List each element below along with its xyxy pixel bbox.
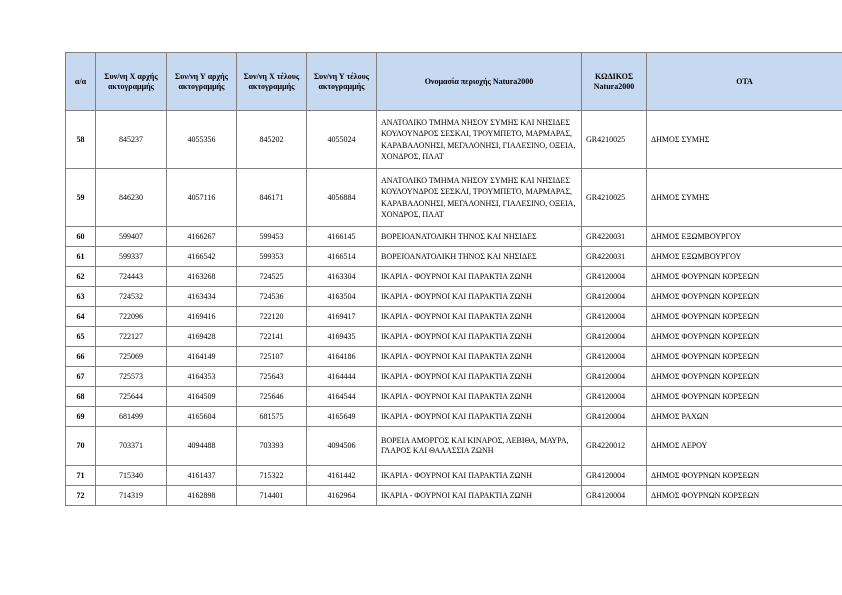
- cell-x-start: 599407: [96, 227, 167, 247]
- cell-x-start: 722096: [96, 307, 167, 327]
- cell-ota: ΔΗΜΟΣ ΕΞΩΜΒΟΥΡΓΟΥ: [647, 227, 842, 247]
- cell-ota: ΔΗΜΟΣ ΛΕΡΟΥ: [647, 427, 842, 466]
- cell-area-name: ΙΚΑΡΙΑ - ΦΟΥΡΝΟΙ ΚΑΙ ΠΑΡΑΚΤΙΑ ΖΩΝΗ: [377, 387, 582, 407]
- cell-natura-code: GR4120004: [582, 466, 647, 486]
- cell-x-end: 724536: [237, 287, 307, 307]
- cell-aa: 69: [66, 407, 96, 427]
- cell-natura-code: GR4120004: [582, 486, 647, 506]
- cell-y-end: 4166145: [307, 227, 377, 247]
- cell-aa: 65: [66, 327, 96, 347]
- cell-y-start: 4166542: [167, 247, 237, 267]
- cell-y-end: 4169417: [307, 307, 377, 327]
- cell-y-end: 4163304: [307, 267, 377, 287]
- cell-y-start: 4164149: [167, 347, 237, 367]
- cell-ota: ΔΗΜΟΣ ΣΥΜΗΣ: [647, 169, 842, 227]
- cell-ota: ΔΗΜΟΣ ΕΞΩΜΒΟΥΡΓΟΥ: [647, 247, 842, 267]
- table-row: [66, 387, 842, 407]
- cell-area-name: ΙΚΑΡΙΑ - ΦΟΥΡΝΟΙ ΚΑΙ ΠΑΡΑΚΤΙΑ ΖΩΝΗ: [377, 327, 582, 347]
- cell-y-start: 4094488: [167, 427, 237, 466]
- cell-x-end: 722120: [237, 307, 307, 327]
- cell-y-end: 4161442: [307, 466, 377, 486]
- table-row: [66, 427, 842, 466]
- table-row: [66, 407, 842, 427]
- cell-aa: 72: [66, 486, 96, 506]
- header-x-end: Συν/νη Χ τέλους ακτογραμμής: [237, 53, 307, 111]
- cell-y-start: 4165604: [167, 407, 237, 427]
- cell-y-end: 4056884: [307, 169, 377, 227]
- cell-y-end: 4164186: [307, 347, 377, 367]
- header-x-start: Συν/νη Χ αρχής ακτογραμμής: [96, 53, 167, 111]
- cell-y-start: 4163268: [167, 267, 237, 287]
- cell-x-end: 715322: [237, 466, 307, 486]
- table-row: [66, 227, 842, 247]
- cell-x-start: 722127: [96, 327, 167, 347]
- cell-y-start: 4169428: [167, 327, 237, 347]
- cell-ota: ΔΗΜΟΣ ΦΟΥΡΝΩΝ ΚΟΡΣΕΩΝ: [647, 466, 842, 486]
- header-natura-code: ΚΩΔΙΚΟΣ Natura2000: [582, 53, 647, 111]
- cell-x-end: 724525: [237, 267, 307, 287]
- header-y-start: Συν/νη Υ αρχής ακτογραμμής: [167, 53, 237, 111]
- header-y-end: Συν/νη Υ τέλους ακτογραμμής: [307, 53, 377, 111]
- cell-x-end: 725107: [237, 347, 307, 367]
- cell-ota: ΔΗΜΟΣ ΦΟΥΡΝΩΝ ΚΟΡΣΕΩΝ: [647, 267, 842, 287]
- cell-ota: ΔΗΜΟΣ ΦΟΥΡΝΩΝ ΚΟΡΣΕΩΝ: [647, 327, 842, 347]
- cell-y-end: 4164444: [307, 367, 377, 387]
- cell-x-end: 703393: [237, 427, 307, 466]
- cell-area-name: ΙΚΑΡΙΑ - ΦΟΥΡΝΟΙ ΚΑΙ ΠΑΡΑΚΤΙΑ ΖΩΝΗ: [377, 287, 582, 307]
- cell-x-start: 599337: [96, 247, 167, 267]
- cell-aa: 71: [66, 466, 96, 486]
- table-row: [66, 267, 842, 287]
- cell-x-start: 725069: [96, 347, 167, 367]
- cell-area-name: ΑΝΑΤΟΛΙΚΟ ΤΜΗΜΑ ΝΗΣΟΥ ΣΥΜΗΣ ΚΑΙ ΝΗΣΙΔΕΣ ΚΟΥΛΟΥΝΔΡΟΣ ΣΕΣΚΛΙ, ΤΡΟΥΜΠΕΤΟ, ΜΑΡΜΑΡΑΣ, ΚΑΡΑΒΑΛΟΝΗΣΙ, ΜΕΓΑΛΟΝΗΣΙ, ΓΙΑΛΕΣΙΝΟ, ΟΞΕΙΑ, ΧΟΝΔΡΟΣ, ΠΛΑΤ: [377, 111, 582, 169]
- cell-y-end: 4162964: [307, 486, 377, 506]
- cell-natura-code: GR4120004: [582, 387, 647, 407]
- cell-natura-code: GR4210025: [582, 111, 647, 169]
- cell-y-end: 4094506: [307, 427, 377, 466]
- table-row: [66, 307, 842, 327]
- cell-natura-code: GR4120004: [582, 307, 647, 327]
- cell-x-end: 599453: [237, 227, 307, 247]
- cell-x-start: 715340: [96, 466, 167, 486]
- cell-area-name: ΙΚΑΡΙΑ - ΦΟΥΡΝΟΙ ΚΑΙ ΠΑΡΑΚΤΙΑ ΖΩΝΗ: [377, 407, 582, 427]
- cell-y-start: 4162898: [167, 486, 237, 506]
- cell-y-end: 4165649: [307, 407, 377, 427]
- cell-aa: 60: [66, 227, 96, 247]
- table-row: [66, 367, 842, 387]
- cell-y-start: 4166267: [167, 227, 237, 247]
- cell-ota: ΔΗΜΟΣ ΡΑΧΩΝ: [647, 407, 842, 427]
- cell-x-end: 722141: [237, 327, 307, 347]
- header-aa: α/α: [66, 53, 96, 111]
- cell-aa: 66: [66, 347, 96, 367]
- cell-x-start: 846230: [96, 169, 167, 227]
- cell-y-start: 4055356: [167, 111, 237, 169]
- cell-x-start: 703371: [96, 427, 167, 466]
- cell-y-end: 4055024: [307, 111, 377, 169]
- table-row: [66, 111, 842, 169]
- cell-y-end: 4164544: [307, 387, 377, 407]
- cell-area-name: ΒΟΡΕΙΟΑΝΑΤΟΛΙΚΗ ΤΗΝΟΣ ΚΑΙ ΝΗΣΙΔΕΣ: [377, 227, 582, 247]
- cell-y-start: 4057116: [167, 169, 237, 227]
- cell-aa: 67: [66, 367, 96, 387]
- cell-natura-code: GR4120004: [582, 287, 647, 307]
- cell-area-name: ΑΝΑΤΟΛΙΚΟ ΤΜΗΜΑ ΝΗΣΟΥ ΣΥΜΗΣ ΚΑΙ ΝΗΣΙΔΕΣ ΚΟΥΛΟΥΝΔΡΟΣ ΣΕΣΚΛΙ, ΤΡΟΥΜΠΕΤΟ, ΜΑΡΜΑΡΑΣ, ΚΑΡΑΒΑΛΟΝΗΣΙ, ΜΕΓΑΛΟΝΗΣΙ, ΓΙΑΛΕΣΙΝΟ, ΟΞΕΙΑ, ΧΟΝΔΡΟΣ, ΠΛΑΤ: [377, 169, 582, 227]
- cell-x-start: 714319: [96, 486, 167, 506]
- cell-natura-code: GR4220031: [582, 227, 647, 247]
- cell-natura-code: GR4120004: [582, 367, 647, 387]
- cell-x-end: 845202: [237, 111, 307, 169]
- cell-y-end: 4166514: [307, 247, 377, 267]
- cell-ota: ΔΗΜΟΣ ΣΥΜΗΣ: [647, 111, 842, 169]
- cell-x-start: 681499: [96, 407, 167, 427]
- table-row: [66, 466, 842, 486]
- cell-natura-code: GR4220012: [582, 427, 647, 466]
- cell-x-start: 845237: [96, 111, 167, 169]
- cell-y-start: 4161437: [167, 466, 237, 486]
- cell-y-start: 4164353: [167, 367, 237, 387]
- cell-aa: 58: [66, 111, 96, 169]
- table-row: [66, 327, 842, 347]
- cell-x-end: 846171: [237, 169, 307, 227]
- table-row: [66, 287, 842, 307]
- cell-ota: ΔΗΜΟΣ ΦΟΥΡΝΩΝ ΚΟΡΣΕΩΝ: [647, 347, 842, 367]
- cell-aa: 59: [66, 169, 96, 227]
- table-row: [66, 486, 842, 506]
- table-row: [66, 169, 842, 227]
- cell-natura-code: GR4120004: [582, 407, 647, 427]
- cell-area-name: ΙΚΑΡΙΑ - ΦΟΥΡΝΟΙ ΚΑΙ ΠΑΡΑΚΤΙΑ ΖΩΝΗ: [377, 367, 582, 387]
- cell-y-start: 4163434: [167, 287, 237, 307]
- cell-x-start: 725644: [96, 387, 167, 407]
- cell-ota: ΔΗΜΟΣ ΦΟΥΡΝΩΝ ΚΟΡΣΕΩΝ: [647, 287, 842, 307]
- cell-x-start: 724532: [96, 287, 167, 307]
- cell-area-name: ΙΚΑΡΙΑ - ΦΟΥΡΝΟΙ ΚΑΙ ΠΑΡΑΚΤΙΑ ΖΩΝΗ: [377, 267, 582, 287]
- cell-area-name: ΙΚΑΡΙΑ - ΦΟΥΡΝΟΙ ΚΑΙ ΠΑΡΑΚΤΙΑ ΖΩΝΗ: [377, 466, 582, 486]
- cell-ota: ΔΗΜΟΣ ΦΟΥΡΝΩΝ ΚΟΡΣΕΩΝ: [647, 367, 842, 387]
- cell-y-end: 4169435: [307, 327, 377, 347]
- cell-aa: 68: [66, 387, 96, 407]
- cell-ota: ΔΗΜΟΣ ΦΟΥΡΝΩΝ ΚΟΡΣΕΩΝ: [647, 307, 842, 327]
- cell-x-end: 725643: [237, 367, 307, 387]
- table-row: [66, 247, 842, 267]
- cell-ota: ΔΗΜΟΣ ΦΟΥΡΝΩΝ ΚΟΡΣΕΩΝ: [647, 486, 842, 506]
- cell-x-end: 714401: [237, 486, 307, 506]
- cell-x-start: 724443: [96, 267, 167, 287]
- header-area-name: Ονομασία περιοχής Natura2000: [377, 53, 582, 111]
- cell-natura-code: GR4120004: [582, 327, 647, 347]
- cell-x-start: 725573: [96, 367, 167, 387]
- cell-aa: 70: [66, 427, 96, 466]
- table-header-row: [66, 53, 842, 111]
- cell-x-end: 599353: [237, 247, 307, 267]
- cell-area-name: ΒΟΡΕΙΟΑΝΑΤΟΛΙΚΗ ΤΗΝΟΣ ΚΑΙ ΝΗΣΙΔΕΣ: [377, 247, 582, 267]
- cell-y-end: 4163504: [307, 287, 377, 307]
- header-ota: ΟΤΑ: [647, 53, 842, 111]
- cell-aa: 61: [66, 247, 96, 267]
- table-row: [66, 347, 842, 367]
- cell-x-end: 681575: [237, 407, 307, 427]
- natura-coastline-table: [65, 52, 842, 506]
- cell-y-start: 4164509: [167, 387, 237, 407]
- cell-aa: 63: [66, 287, 96, 307]
- cell-area-name: ΙΚΑΡΙΑ - ΦΟΥΡΝΟΙ ΚΑΙ ΠΑΡΑΚΤΙΑ ΖΩΝΗ: [377, 307, 582, 327]
- cell-natura-code: GR4210025: [582, 169, 647, 227]
- cell-area-name: ΙΚΑΡΙΑ - ΦΟΥΡΝΟΙ ΚΑΙ ΠΑΡΑΚΤΙΑ ΖΩΝΗ: [377, 486, 582, 506]
- cell-aa: 62: [66, 267, 96, 287]
- cell-x-end: 725646: [237, 387, 307, 407]
- cell-natura-code: GR4220031: [582, 247, 647, 267]
- cell-area-name: ΒΟΡΕΙΑ ΑΜΟΡΓΟΣ ΚΑΙ ΚΙΝΑΡΟΣ, ΛΕΒΙΘΑ, ΜΑΥΡΑ, ΓΛΑΡΟΣ ΚΑΙ ΘΑΛΑΣΣΙΑ ΖΩΝΗ: [377, 427, 582, 466]
- cell-natura-code: GR4120004: [582, 267, 647, 287]
- cell-ota: ΔΗΜΟΣ ΦΟΥΡΝΩΝ ΚΟΡΣΕΩΝ: [647, 387, 842, 407]
- cell-natura-code: GR4120004: [582, 347, 647, 367]
- cell-y-start: 4169416: [167, 307, 237, 327]
- cell-area-name: ΙΚΑΡΙΑ - ΦΟΥΡΝΟΙ ΚΑΙ ΠΑΡΑΚΤΙΑ ΖΩΝΗ: [377, 347, 582, 367]
- cell-aa: 64: [66, 307, 96, 327]
